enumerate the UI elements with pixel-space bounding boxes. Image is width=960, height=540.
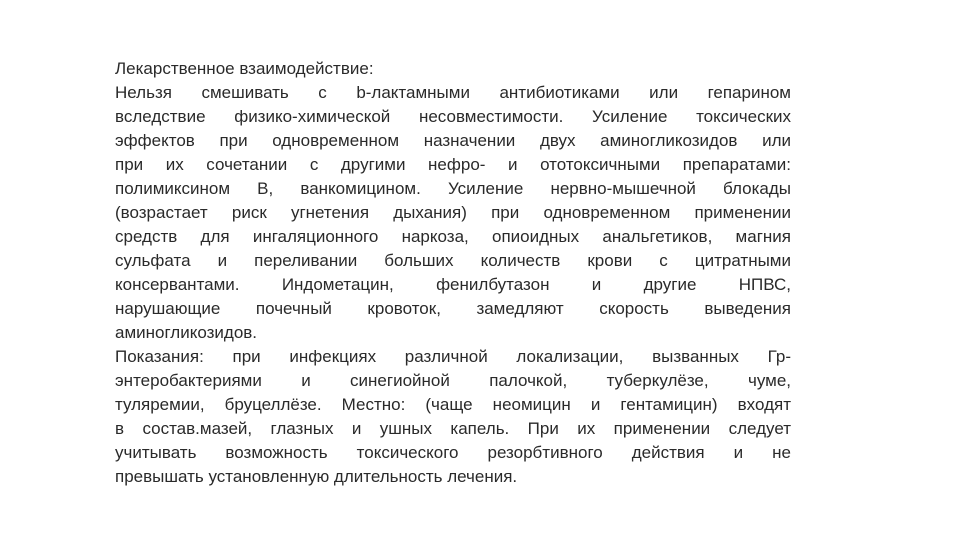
text-line-1: Лекарственное взаимодействие: (115, 59, 374, 78)
text-line-10: консервантами. Индометацин, фенилбутазон и другие НПВС, (115, 275, 791, 294)
text-line-12: аминогликозидов. (115, 323, 258, 342)
text-line-8: средств для ингаляционного наркоза, опиоидных анальгетиков, магния (115, 227, 791, 246)
text-line-4: эффектов при одновременном назначении двух аминогликозидов или (115, 131, 791, 150)
text-line-13: Показания: при инфекциях различной локализации, вызванных Гр- (115, 347, 791, 366)
text-line-2: Нельзя смешивать с b-лактамными антибиотиками или гепарином (115, 83, 791, 102)
text-line-15: туляремии, бруцеллёзе. Местно: (чаще неомицин и гентамицин) входят (115, 395, 791, 414)
text-line-5: при их сочетании с другими нефро- и ототоксичными препаратами: (115, 155, 791, 174)
text-line-17: учитывать возможность токсического резорбтивного действия и не (115, 443, 791, 462)
text-line-16: в состав.мазей, глазных и ушных капель. При их применении следует (115, 419, 791, 438)
slide-text-block (115, 57, 791, 489)
text-line-7: (возрастает риск угнетения дыхания) при одновременном применении (115, 203, 791, 222)
text-line-14: энтеробактериями и синегиойной палочкой, туберкулёзе, чуме, (115, 371, 791, 390)
text-line-18: превышать установленную длительность лечения. (115, 467, 518, 486)
text-line-9: сульфата и переливании больших количеств крови с цитратными (115, 251, 791, 270)
text-line-11: нарушающие почечный кровоток, замедляют скорость выведения (115, 299, 791, 318)
text-line-3: вследствие физико-химической несовместимости. Усиление токсических (115, 107, 791, 126)
text-line-6: полимиксином В, ванкомицином. Усиление нервно-мышечной блокады (115, 179, 791, 198)
